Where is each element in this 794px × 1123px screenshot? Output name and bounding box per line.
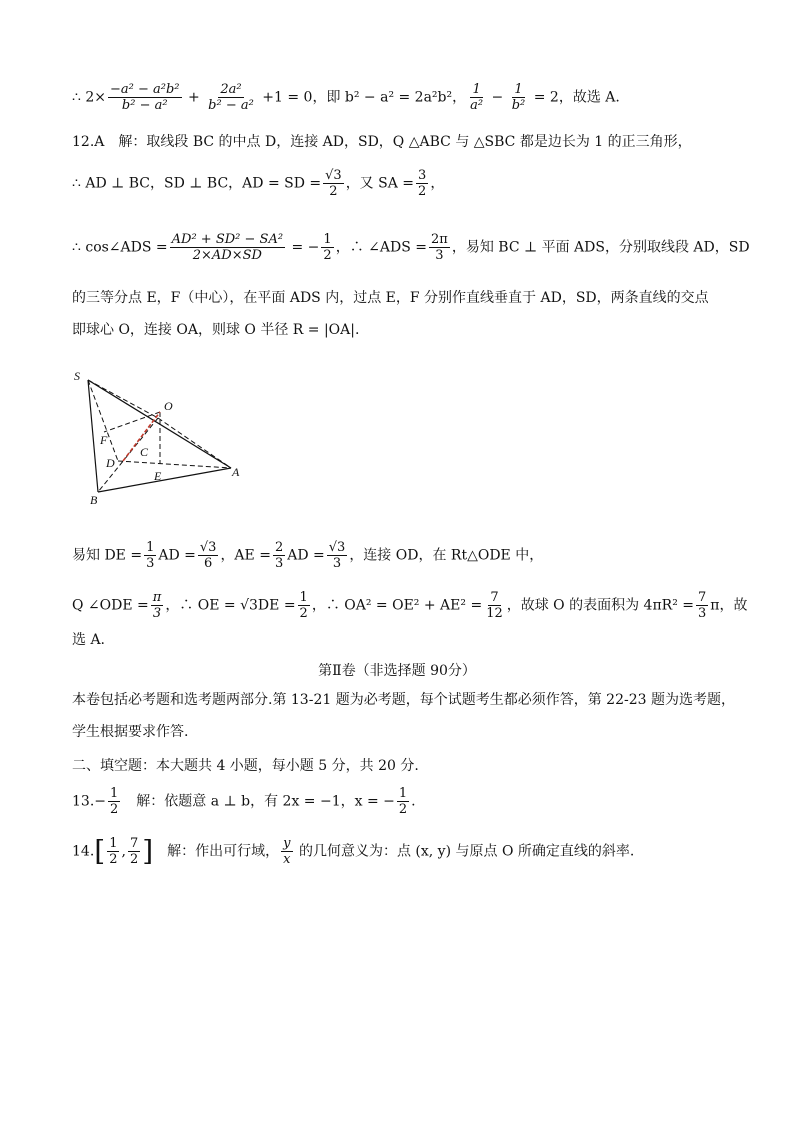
fraction (128, 836, 140, 867)
fraction (298, 590, 310, 621)
fraction (397, 786, 409, 817)
fraction (281, 836, 292, 867)
edge-da (118, 461, 231, 468)
label-e: E (154, 469, 162, 483)
text: ，又 SA = (345, 175, 415, 192)
label-f: F (100, 433, 108, 447)
line-3 (72, 168, 444, 199)
line-4 (72, 232, 750, 263)
text: ∴ cos∠ADS = (72, 239, 168, 256)
fraction (170, 232, 285, 263)
numerator: 1 (299, 590, 308, 605)
edge-sb (88, 380, 98, 492)
line-8 (72, 590, 748, 621)
tetrahedron-figure (66, 364, 266, 514)
fraction (144, 540, 156, 571)
label-c: C (140, 445, 149, 459)
numerator: 3 (418, 168, 427, 183)
fraction (429, 232, 450, 263)
fraction (510, 82, 528, 113)
numerator: 7 (490, 590, 499, 605)
text: AD = (287, 547, 325, 564)
text: ，易知 BC ⊥ 平面 ADS，分别取线段 AD，SD (451, 239, 750, 256)
numerator: 7 (129, 836, 139, 851)
text: + (183, 89, 205, 106)
fraction (206, 82, 256, 113)
line-1 (72, 82, 620, 113)
denominator: 2 (329, 184, 338, 199)
text: ，∴ OE = √3DE = (165, 597, 296, 614)
denominator: 2 (323, 248, 332, 263)
denominator: b² − a² (121, 98, 168, 113)
denominator: 2 (398, 802, 408, 817)
text: . (411, 793, 416, 810)
text: 13.− (72, 793, 106, 810)
numerator: 1 (514, 82, 523, 97)
label-d: D (106, 456, 115, 470)
numerator: 7 (698, 590, 707, 605)
text: ，连接 OD，在 Rt△ODE 中， (349, 547, 544, 564)
label-b: B (90, 493, 98, 507)
denominator: 3 (435, 248, 444, 263)
numerator: 2π (431, 232, 448, 247)
denominator: 2 (109, 852, 118, 867)
text: Q ∠ODE = (72, 597, 149, 614)
denominator: 2×AD×SD (192, 248, 262, 263)
section-title: 第Ⅱ卷（非选择题 90分） (318, 663, 476, 679)
fraction (323, 168, 344, 199)
text: ， (430, 175, 445, 192)
text: = 2，故选 A. (529, 89, 620, 106)
numerator: 1 (146, 540, 155, 555)
numerator: 1 (110, 786, 119, 801)
numerator: AD² + SD² − SA² (171, 232, 284, 247)
text: ∴ AD ⊥ BC，SD ⊥ BC，AD = SD = (72, 175, 322, 192)
fraction (151, 590, 164, 621)
text: ∴ 2× (72, 89, 106, 106)
fraction (273, 540, 285, 571)
text: = − (287, 239, 320, 256)
edge-ba (98, 468, 231, 492)
text: ，∴ ∠ADS = (335, 239, 427, 256)
edge-ca (158, 418, 231, 468)
denominator: 12 (486, 606, 503, 621)
edge-sc (88, 380, 158, 418)
fraction (327, 540, 348, 571)
numerator: √3 (325, 168, 342, 183)
fraction (416, 168, 428, 199)
text: 解：依题意 a ⊥ b，有 2x = −1，x = − (122, 793, 395, 810)
line-6: 即球心 O，连接 OA，则球 O 半径 R = |OA|. (72, 322, 360, 338)
line-14 (72, 836, 634, 867)
numerator: 1 (398, 786, 408, 801)
fraction (321, 232, 333, 263)
text: 易知 DE = (72, 547, 143, 564)
denominator: a² (470, 98, 484, 113)
numerator: 1 (472, 82, 481, 97)
fraction (468, 82, 485, 113)
line-12: 二、填空题：本大题共 4 小题，每小题 5 分，共 20 分. (72, 758, 419, 774)
left-bracket: [ (94, 834, 106, 868)
text: +1 = 0，即 b² − a² = 2a²b²， (257, 89, 467, 106)
denominator: 3 (698, 606, 707, 621)
numerator: 2a² (220, 82, 242, 97)
denominator: b² − a² (208, 98, 254, 113)
text: − (487, 89, 508, 106)
numerator: π (152, 590, 162, 605)
denominator: 2 (110, 802, 119, 817)
denominator: x (283, 852, 291, 867)
fraction (696, 590, 708, 621)
numerator: √3 (328, 540, 346, 555)
denominator: 3 (332, 556, 342, 571)
right-bracket: ] (142, 834, 154, 868)
denominator: 2 (129, 852, 139, 867)
line-7 (72, 540, 543, 571)
text: ，AE = (220, 547, 271, 564)
fraction (198, 540, 219, 571)
fraction (108, 82, 182, 113)
fraction (108, 786, 120, 817)
line-5: 的三等分点 E，F（中心），在平面 ADS 内，过点 E，F 分别作直线垂直于 AD，SD，两条直线的交点 (72, 290, 709, 306)
label-s: S (74, 369, 80, 383)
numerator: −a² − a²b² (110, 82, 180, 97)
line-10: 本卷包括必考题和选考题两部分.第 13-21 题为必考题，每个试题考生都必须作答，第 22-23 题为选考题， (72, 692, 735, 708)
line-9: 选 A. (72, 632, 106, 648)
denominator: 2 (418, 184, 427, 199)
numerator: 1 (323, 232, 332, 247)
text: ，故球 O 的表面积为 4πR² = (506, 597, 695, 614)
text: π，故 (710, 597, 748, 614)
line-11: 学生根据要求作答. (72, 724, 189, 740)
edge-sd (88, 380, 118, 461)
text: 14. (72, 843, 95, 860)
denominator: 3 (146, 556, 155, 571)
line-2: 12.A 解：取线段 BC 的中点 D，连接 AD，SD，Q △ABC 与 △SBC 都是边长为 1 的正三角形， (72, 134, 692, 150)
label-o: O (164, 399, 173, 413)
text: 解：作出可行域， (153, 843, 280, 860)
numerator: y (283, 836, 291, 851)
denominator: 2 (299, 606, 308, 621)
denominator: 3 (274, 556, 284, 571)
denominator: 3 (152, 606, 162, 621)
numerator: 2 (274, 540, 284, 555)
numerator: √3 (199, 540, 217, 555)
denominator: b² (511, 98, 526, 113)
numerator: 1 (109, 836, 118, 851)
text: AD = (158, 547, 196, 564)
fraction (107, 836, 119, 867)
text: , (121, 843, 126, 860)
text: 的几何意义为：点 (x, y) 与原点 O 所确定直线的斜率. (294, 843, 635, 860)
text: ，∴ OA² = OE² + AE² = (311, 597, 483, 614)
line-13 (72, 786, 416, 817)
denominator: 6 (204, 556, 213, 571)
label-a: A (232, 465, 240, 479)
fraction (484, 590, 505, 621)
